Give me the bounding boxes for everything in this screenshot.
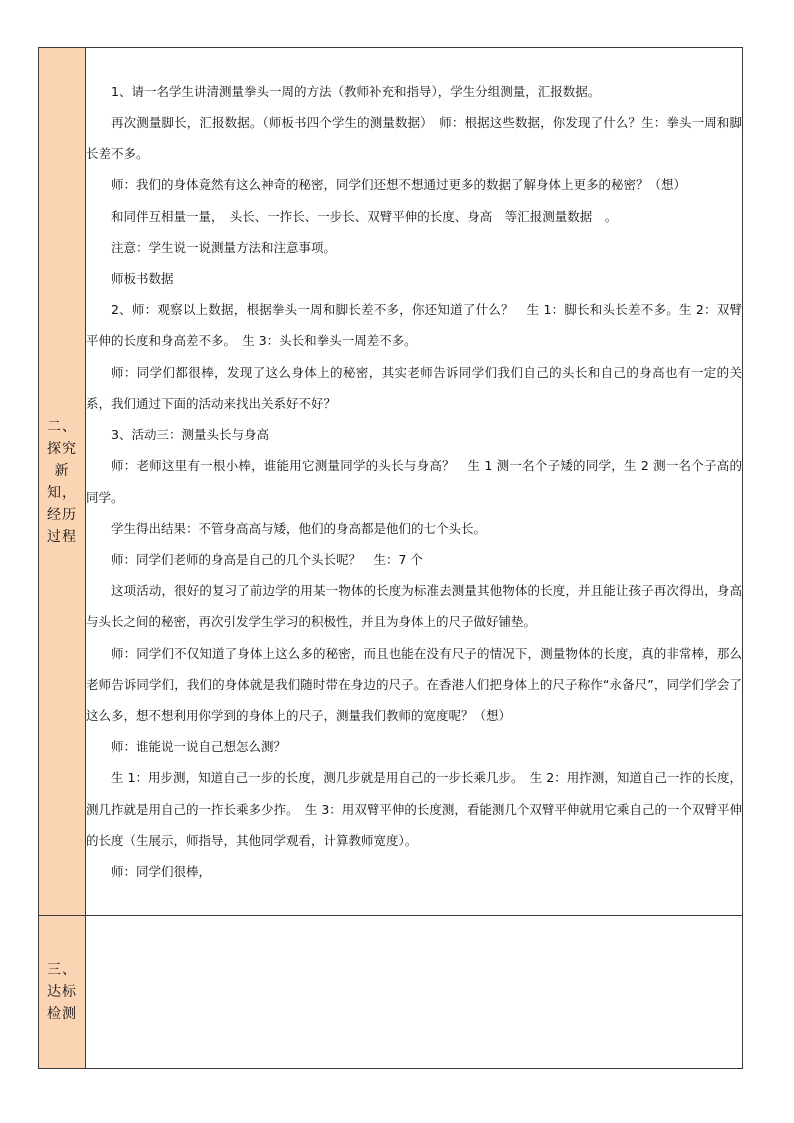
lesson-plan-table <box>38 47 743 1069</box>
paragraph: 师：谁能说一说自己想怎么测？ <box>111 739 287 755</box>
paragraph: 学生得出结果：不管身高高与矮，他们的身高都是他们的七个头长。 <box>111 520 487 536</box>
paragraph: 师板书数据 <box>111 271 174 287</box>
paragraph: 生 1：用步测，知道自己一步的长度，测几步就是用自己的一步长乘几步。 生 2：用拃测，知道自己一拃的长度，测几拃就是用自己的一拃长乘多少拃。 生 3：用双臂平伸的长度测，看能测几个双臂平伸就用它乘自己的一个双臂平伸的长度（生展示，师指导，其他同学观看，计算教师宽度）。 <box>86 770 742 848</box>
paragraph: 注意：学生说一说测量方法和注意事项。 <box>111 239 337 255</box>
paragraph: 师：同学们很棒， <box>111 863 212 879</box>
table-row-check <box>39 916 743 1069</box>
paragraph: 3、活动三：测量头长与身高 <box>111 427 269 443</box>
paragraph: 再次测量脚长，汇报数据。（师板书四个学生的测量数据） 师：根据这些数据，你发现了什么？生：拳头一周和脚长差不多。 <box>86 115 742 162</box>
stage-cell-check <box>39 916 86 1069</box>
paragraph: 师：同学们老师的身高是自己的几个头长呢？ 生：7 个 <box>111 551 423 567</box>
content-cell-explore <box>86 48 743 916</box>
paragraph: 这项活动，很好的复习了前边学的用某一物体的长度为标准去测量其他物体的长度，并且能让孩子再次得出，身高与头长之间的秘密，再次引发学生学习的积极性，并且为身体上的尺子做好铺垫。 <box>86 583 742 630</box>
paragraph: 师：同学们不仅知道了身体上这么多的秘密，而且也能在没有尺子的情况下，测量物体的长度，真的非常棒，那么老师告诉同学们，我们的身体就是我们随时带在身边的尺子。在香港人们把身体上的尺子称作“永备尺”，同学们学会了这么多，想不想利用你学到的身体上的尺子，测量我们教师的宽度呢？（想） <box>86 645 742 723</box>
paragraph: 师：老师这里有一根小棒，谁能用它测量同学的头长与身高？ 生 1 测一名个子矮的同学，生 2 测一名个子高的同学。 <box>86 458 742 505</box>
paragraph: 1、请一名学生讲清测量拳头一周的方法（教师补充和指导），学生分组测量，汇报数据。 <box>111 83 601 99</box>
stage-label-explore: 二、探究新知，经历过程 <box>47 418 77 545</box>
table-row-explore <box>39 48 743 916</box>
paragraph: 和同伴互相量一量， 头长、一拃长、一步长、双臂平伸的长度、身高 等汇报测量数据 。 <box>111 208 618 224</box>
paragraph: 师：同学们都很棒，发现了这么身体上的秘密，其实老师告诉同学们我们自己的头长和自己的身高也有一定的关系，我们通过下面的活动来找出关系好不好？ <box>86 364 742 411</box>
stage-label-check: 三、达标检测 <box>47 962 77 1022</box>
paragraph: 师：我们的身体竟然有这么神奇的秘密，同学们还想不想通过更多的数据了解身体上更多的秘密？（想） <box>111 177 687 193</box>
paragraph: 2、师：观察以上数据，根据拳头一周和脚长差不多，你还知道了什么？ 生 1：脚长和头长差不多。生 2：双臂平伸的长度和身高差不多。 生 3：头长和拳头一周差不多。 <box>86 302 742 349</box>
content-cell-check <box>86 916 743 1069</box>
stage-cell-explore <box>39 48 86 916</box>
